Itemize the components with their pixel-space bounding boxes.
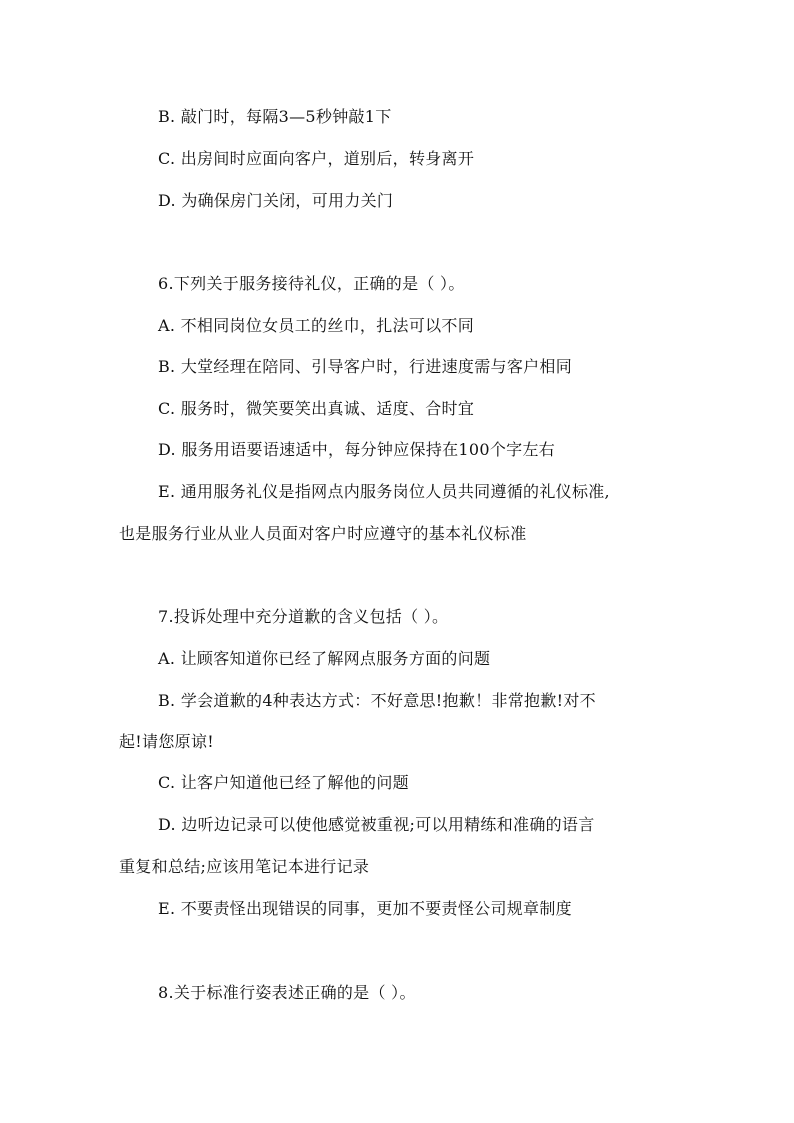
option-6e-continued: 也是服务行业从业人员面对客户时应遵守的基本礼仪标准 [119,524,527,543]
question-6: 6.下列关于服务接待礼仪，正确的是（ ）。 [158,274,465,293]
question-8: 8.关于标准行姿表述正确的是（ ）。 [158,983,416,1002]
option-6d: D. 服务用语要语速适中，每分钟应保持在100个字左右 [158,440,556,459]
option-7a: A. 让顾客知道你已经了解网点服务方面的问题 [158,649,491,668]
option-7b: B. 学会道歉的4种表达方式：不好意思!抱歉！非常抱歉!对不 [158,691,596,710]
option-7e: E. 不要责怪出现错误的同事，更加不要责怪公司规章制度 [158,899,572,918]
option-5d: D. 为确保房门关闭，可用力关门 [158,191,394,210]
option-7c: C. 让客户知道他已经了解他的问题 [158,773,409,792]
option-5b: B. 敲门时，每隔3—5秒钟敲1下 [158,107,392,126]
option-7d: D. 边听边记录可以使他感觉被重视;可以用精练和准确的语言 [158,815,595,834]
option-5c: C. 出房间时应面向客户，道别后，转身离开 [158,149,475,168]
option-6e: E. 通用服务礼仪是指网点内服务岗位人员共同遵循的礼仪标准, [158,482,610,501]
option-6a: A. 不相同岗位女员工的丝巾，扎法可以不同 [158,316,475,335]
option-7b-continued: 起!请您原谅! [119,732,214,751]
option-6c: C. 服务时，微笑要笑出真诚、适度、合时宜 [158,399,475,418]
option-6b: B. 大堂经理在陪同、引导客户时，行进速度需与客户相同 [158,357,573,376]
question-7: 7.投诉处理中充分道歉的含义包括（ ）。 [158,607,449,626]
option-7d-continued: 重复和总结;应该用笔记本进行记录 [119,857,370,876]
